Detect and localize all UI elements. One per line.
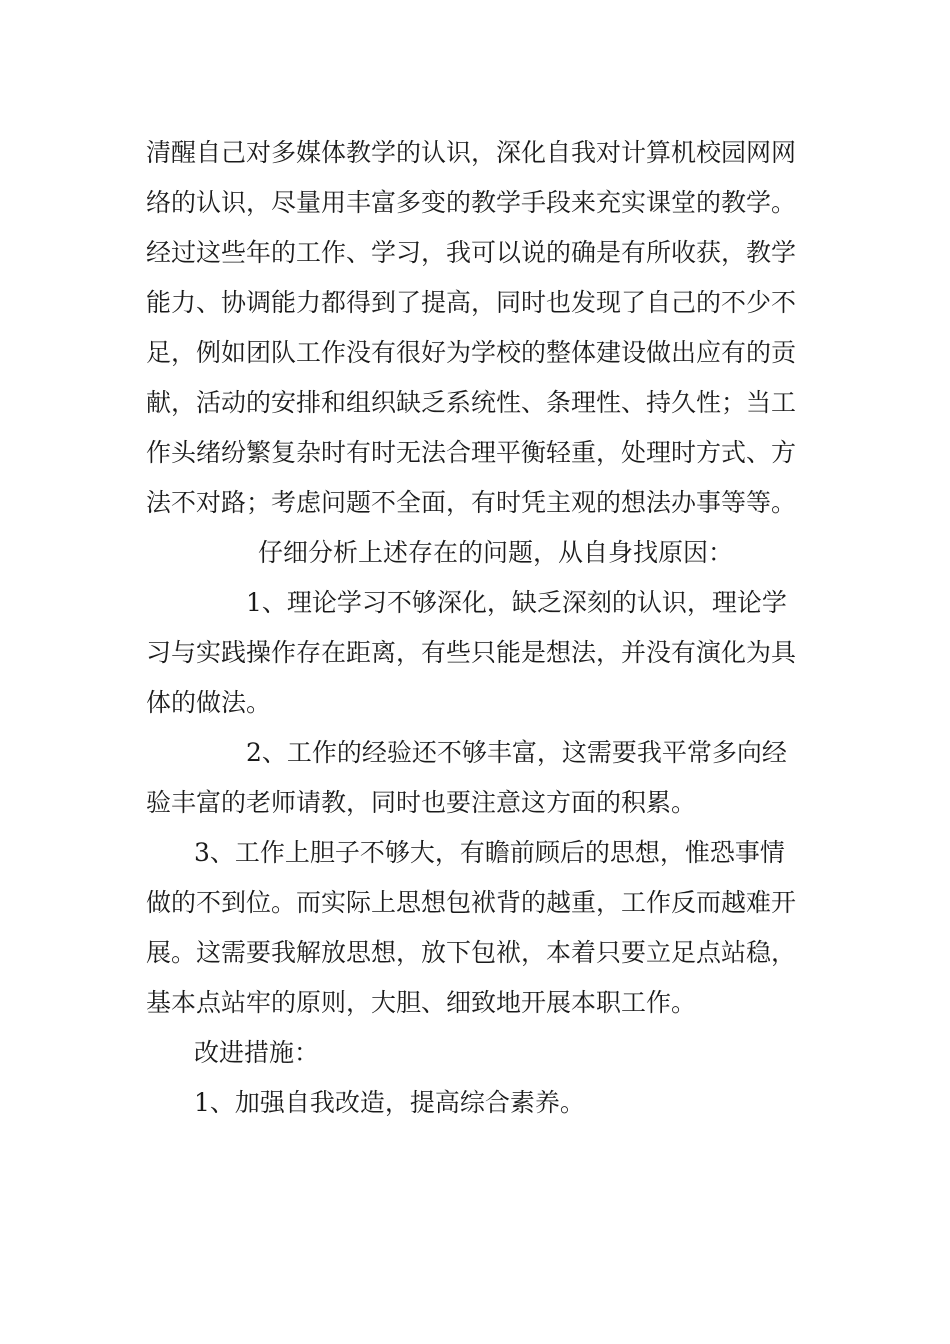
paragraph-measure-1: 1、加强自我改造，提高综合素养。 [194, 1088, 585, 1117]
document-body [146, 128, 806, 1128]
paragraph-improvement-heading: 改进措施： [194, 1038, 320, 1067]
paragraph-analysis-intro: 仔细分析上述存在的问题，从自身找原因： [258, 538, 734, 567]
paragraph-reason-1: 1、理论学习不够深化，缺乏深刻的认识，理论学习与实践操作存在距离，有些只能是想法，并没有演化为具体的做法。 [146, 588, 797, 717]
paragraph-reason-3: 3、工作上胆子不够大，有瞻前顾后的思想，惟恐事情做的不到位。而实际上思想包袱背的越重，工作反而越难开展。这需要我解放思想，放下包袱，本着只要立足点站稳，基本点站牢的原则，大胆、细致地开展本职工作。 [146, 838, 797, 1017]
paragraph-reason-2: 2、工作的经验还不够丰富，这需要我平常多向经验丰富的老师请教，同时也要注意这方面的积累。 [146, 738, 787, 817]
paragraph-continuation: 清醒自己对多媒体教学的认识，深化自我对计算机校园网网络的认识，尽量用丰富多变的教学手段来充实课堂的教学。经过这些年的工作、学习，我可以说的确是有所收获，教学能力、协调能力都得到了提高，同时也发现了自己的不少不足，例如团队工作没有很好为学校的整体建设做出应有的贡献，活动的安排和组织缺乏系统性、条理性、持久性；当工作头绪纷繁复杂时有时无法合理平衡轻重，处理时方式、方法不对路；考虑问题不全面，有时凭主观的想法办事等等。 [146, 138, 797, 517]
